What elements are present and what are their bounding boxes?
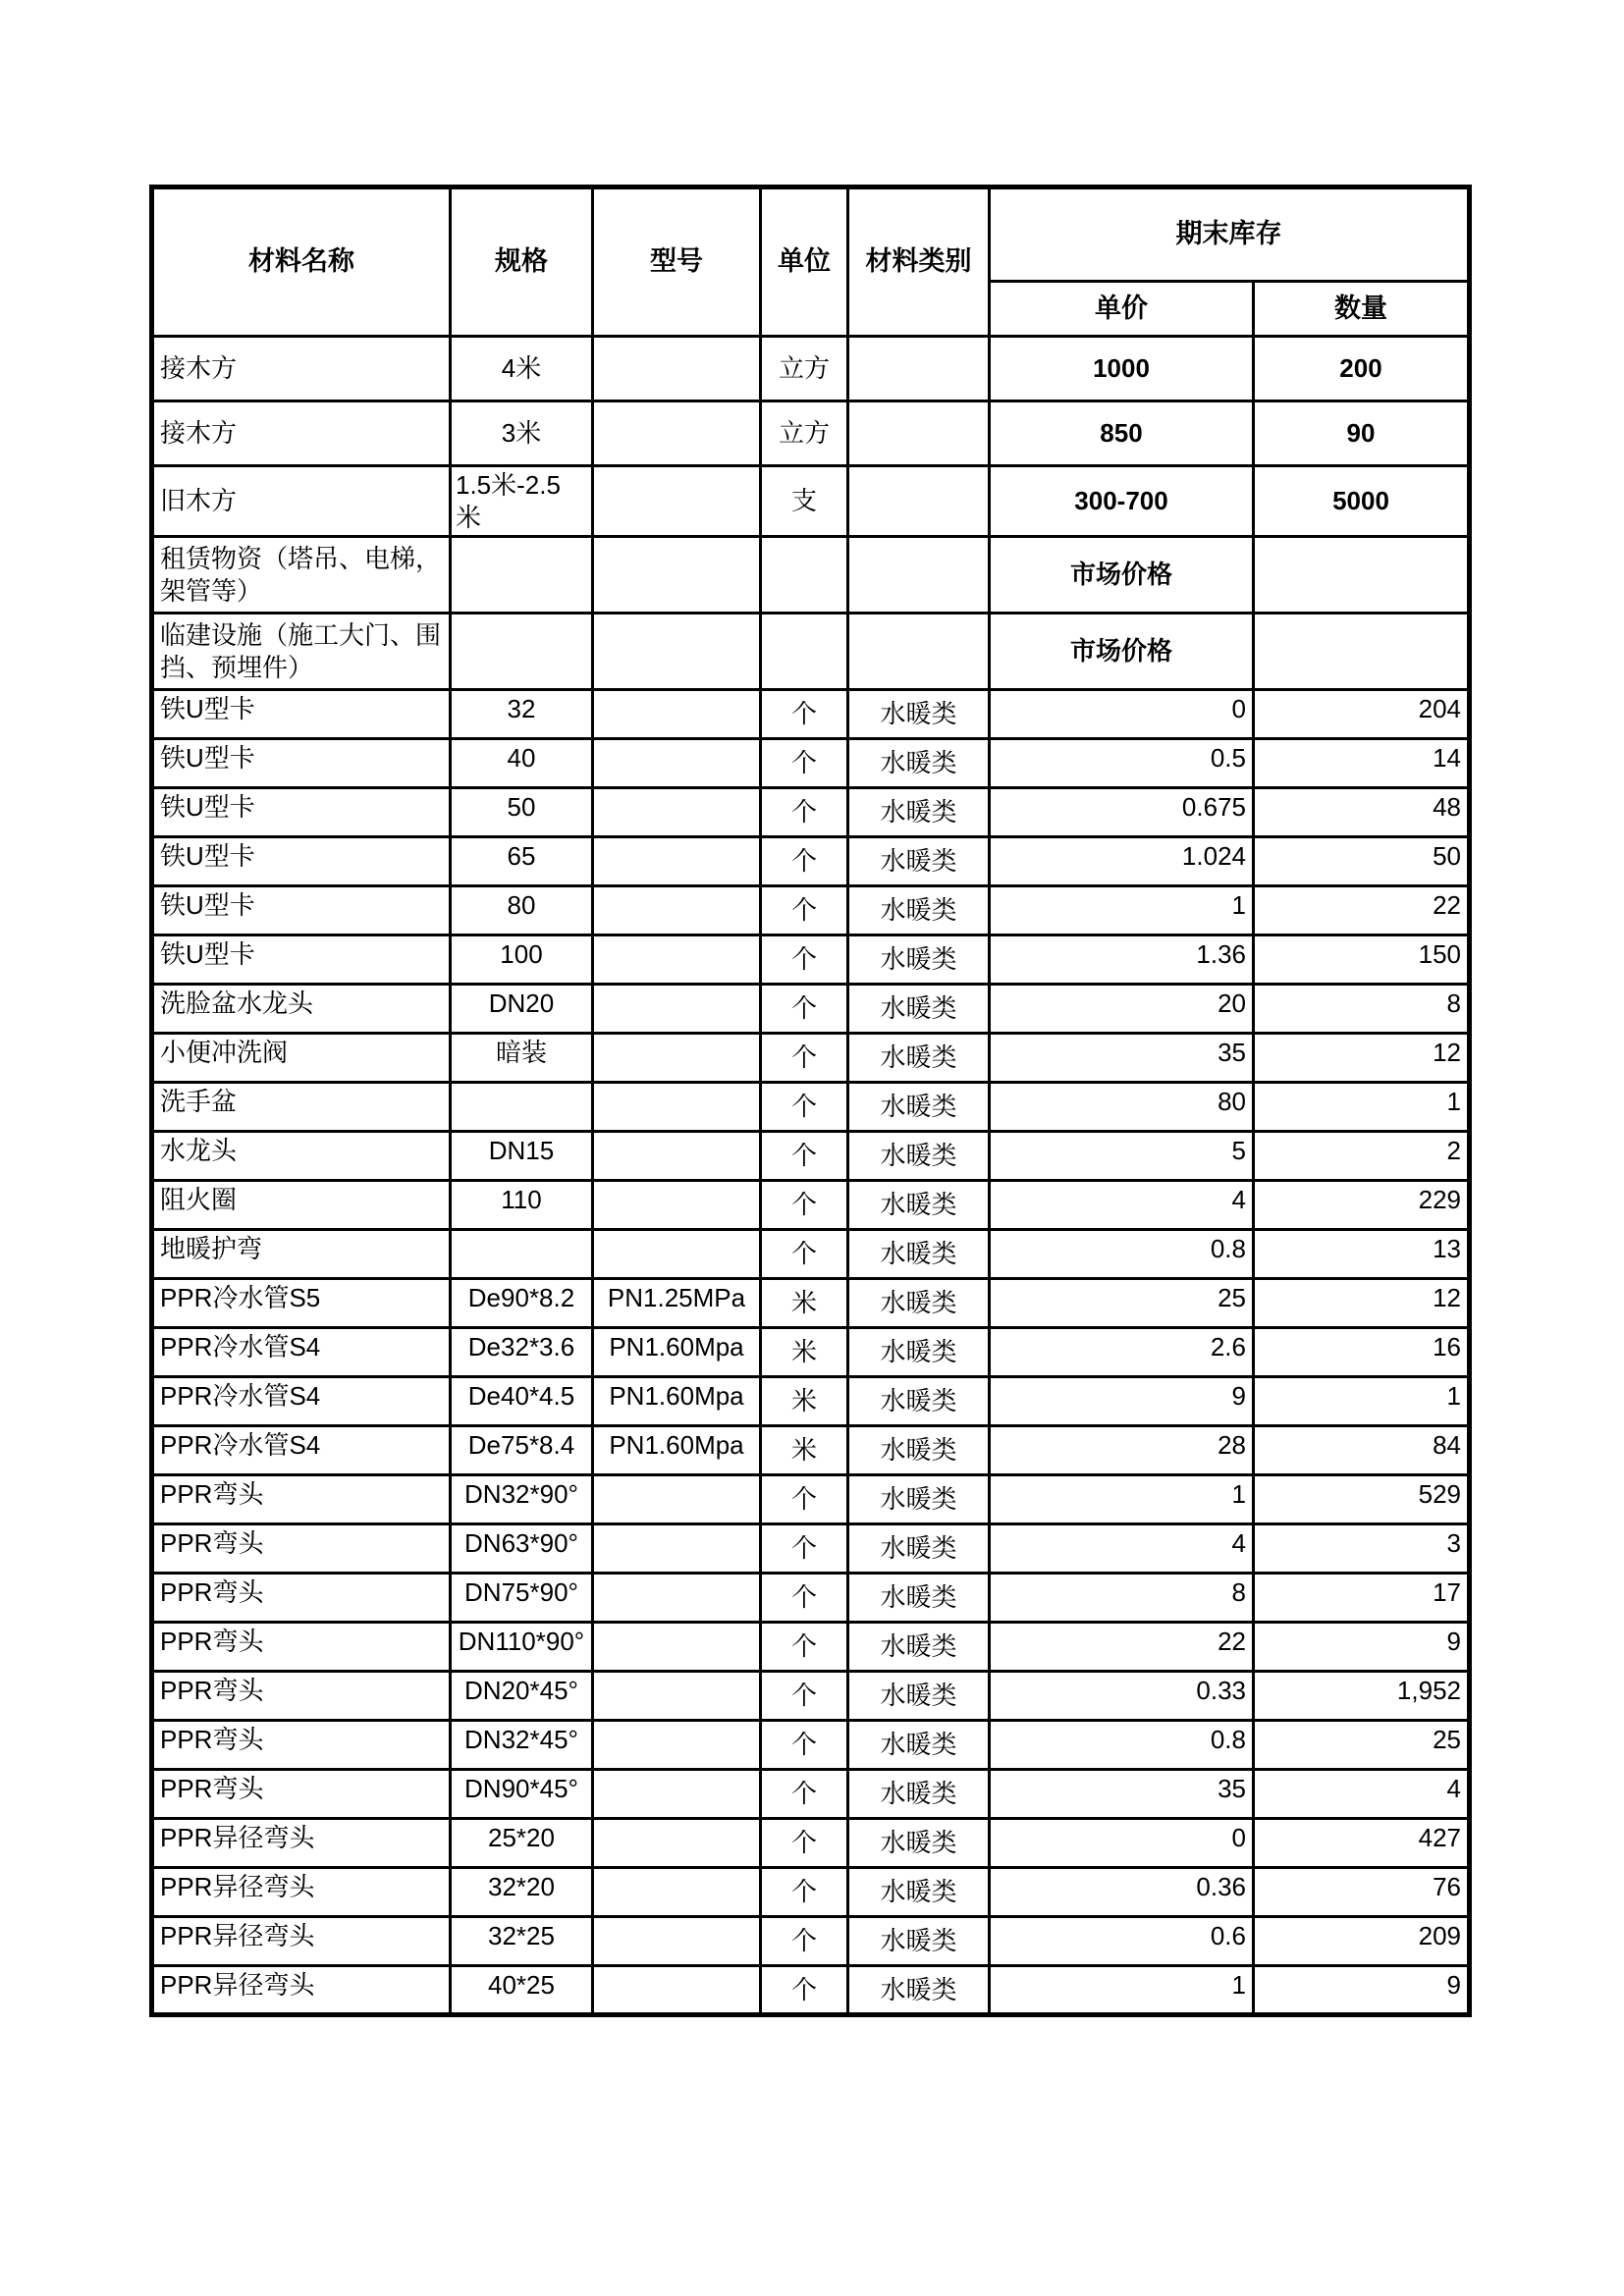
cell-category: 水暖类 <box>848 1279 990 1328</box>
cell-category: 水暖类 <box>848 1377 990 1426</box>
cell-category <box>848 466 990 537</box>
cell-model <box>593 1819 761 1868</box>
cell-unit: 个 <box>761 1230 848 1279</box>
cell-material-name: 小便冲洗阀 <box>152 1034 451 1083</box>
cell-spec: De40*4.5 <box>451 1377 593 1426</box>
table-row <box>152 1083 1470 1132</box>
cell-category: 水暖类 <box>848 1181 990 1230</box>
cell-spec: 65 <box>451 837 593 886</box>
cell-quantity: 50 <box>1254 837 1470 886</box>
table-row <box>152 1426 1470 1475</box>
cell-quantity: 9 <box>1254 1623 1470 1672</box>
table-row <box>152 1917 1470 1966</box>
cell-category: 水暖类 <box>848 837 990 886</box>
cell-spec: DN32*90° <box>451 1475 593 1524</box>
cell-unit: 个 <box>761 1966 848 2015</box>
cell-model <box>593 537 761 614</box>
cell-spec: DN90*45° <box>451 1770 593 1819</box>
cell-category <box>848 614 990 690</box>
cell-unit: 个 <box>761 690 848 739</box>
table-row <box>152 1475 1470 1524</box>
cell-quantity: 5000 <box>1254 466 1470 537</box>
cell-category <box>848 401 990 466</box>
cell-unit-price: 0.675 <box>990 788 1254 837</box>
cell-unit-price: 1 <box>990 1475 1254 1524</box>
cell-material-name: PPR冷水管S4 <box>152 1377 451 1426</box>
cell-spec <box>451 1230 593 1279</box>
cell-material-name: 铁U型卡 <box>152 935 451 985</box>
cell-category: 水暖类 <box>848 1672 990 1721</box>
cell-unit: 个 <box>761 1524 848 1574</box>
cell-unit-price: 8 <box>990 1574 1254 1623</box>
cell-material-name: 铁U型卡 <box>152 886 451 935</box>
cell-material-name: 阻火圈 <box>152 1181 451 1230</box>
cell-quantity: 1 <box>1254 1377 1470 1426</box>
cell-material-name: 接木方 <box>152 401 451 466</box>
table-row <box>152 935 1470 985</box>
cell-category: 水暖类 <box>848 1034 990 1083</box>
table-row <box>152 1034 1470 1083</box>
materials-inventory-table <box>149 185 1472 2017</box>
cell-model <box>593 1181 761 1230</box>
cell-quantity: 2 <box>1254 1132 1470 1181</box>
cell-unit: 立方 <box>761 337 848 401</box>
cell-model: PN1.60Mpa <box>593 1328 761 1377</box>
header-row-top <box>152 187 1470 282</box>
cell-spec: DN32*45° <box>451 1721 593 1770</box>
cell-unit-price: 4 <box>990 1524 1254 1574</box>
cell-unit: 个 <box>761 739 848 788</box>
cell-unit-price: 850 <box>990 401 1254 466</box>
header-spec: 规格 <box>451 187 593 337</box>
cell-category: 水暖类 <box>848 739 990 788</box>
cell-model <box>593 1132 761 1181</box>
cell-material-name: 水龙头 <box>152 1132 451 1181</box>
cell-material-name: 接木方 <box>152 337 451 401</box>
cell-unit-price: 35 <box>990 1034 1254 1083</box>
cell-model <box>593 401 761 466</box>
cell-material-name: 地暖护弯 <box>152 1230 451 1279</box>
cell-quantity: 1 <box>1254 1083 1470 1132</box>
cell-unit-price: 20 <box>990 985 1254 1034</box>
cell-unit: 个 <box>761 935 848 985</box>
cell-quantity: 8 <box>1254 985 1470 1034</box>
cell-material-name: PPR异径弯头 <box>152 1868 451 1917</box>
cell-model <box>593 466 761 537</box>
cell-quantity: 84 <box>1254 1426 1470 1475</box>
cell-material-name: 临建设施（施工大门、围挡、预埋件） <box>152 614 451 690</box>
cell-unit: 个 <box>761 1770 848 1819</box>
cell-model <box>593 1966 761 2015</box>
table-row <box>152 1377 1470 1426</box>
cell-unit-price: 300-700 <box>990 466 1254 537</box>
cell-spec: 32*20 <box>451 1868 593 1917</box>
cell-unit-price: 1 <box>990 886 1254 935</box>
cell-quantity: 209 <box>1254 1917 1470 1966</box>
cell-spec: 50 <box>451 788 593 837</box>
cell-unit: 个 <box>761 1917 848 1966</box>
cell-spec: 25*20 <box>451 1819 593 1868</box>
cell-category: 水暖类 <box>848 1475 990 1524</box>
cell-unit: 个 <box>761 1132 848 1181</box>
cell-model <box>593 1524 761 1574</box>
cell-model <box>593 1917 761 1966</box>
header-category: 材料类别 <box>848 187 990 337</box>
cell-category: 水暖类 <box>848 1819 990 1868</box>
cell-unit: 个 <box>761 1083 848 1132</box>
cell-category: 水暖类 <box>848 1328 990 1377</box>
cell-model <box>593 1574 761 1623</box>
cell-material-name: PPR异径弯头 <box>152 1966 451 2015</box>
table-row <box>152 1721 1470 1770</box>
cell-unit-price: 2.6 <box>990 1328 1254 1377</box>
cell-quantity <box>1254 614 1470 690</box>
cell-unit-price: 0.36 <box>990 1868 1254 1917</box>
cell-material-name: 旧木方 <box>152 466 451 537</box>
cell-spec: De90*8.2 <box>451 1279 593 1328</box>
cell-spec: 32 <box>451 690 593 739</box>
cell-model <box>593 337 761 401</box>
table-row <box>152 1574 1470 1623</box>
cell-material-name: 铁U型卡 <box>152 837 451 886</box>
cell-material-name: PPR冷水管S5 <box>152 1279 451 1328</box>
cell-model <box>593 935 761 985</box>
cell-unit-price: 5 <box>990 1132 1254 1181</box>
table-row <box>152 1672 1470 1721</box>
cell-model <box>593 886 761 935</box>
table-row <box>152 1770 1470 1819</box>
cell-spec: 40 <box>451 739 593 788</box>
cell-unit-price: 0.8 <box>990 1230 1254 1279</box>
table-row <box>152 337 1470 401</box>
cell-unit-price: 0 <box>990 690 1254 739</box>
table-row <box>152 1868 1470 1917</box>
cell-unit-price: 25 <box>990 1279 1254 1328</box>
cell-unit: 个 <box>761 1623 848 1672</box>
cell-material-name: PPR弯头 <box>152 1524 451 1574</box>
cell-category: 水暖类 <box>848 690 990 739</box>
cell-model <box>593 1034 761 1083</box>
cell-category: 水暖类 <box>848 1574 990 1623</box>
cell-material-name: PPR弯头 <box>152 1574 451 1623</box>
cell-unit: 个 <box>761 1574 848 1623</box>
cell-unit: 个 <box>761 837 848 886</box>
cell-model <box>593 1770 761 1819</box>
table-row <box>152 1181 1470 1230</box>
header-ending-inventory: 期末库存 <box>990 187 1470 282</box>
cell-model <box>593 1623 761 1672</box>
cell-material-name: 铁U型卡 <box>152 739 451 788</box>
cell-material-name: 铁U型卡 <box>152 788 451 837</box>
table-row <box>152 401 1470 466</box>
cell-quantity: 204 <box>1254 690 1470 739</box>
cell-quantity: 1,952 <box>1254 1672 1470 1721</box>
cell-category: 水暖类 <box>848 1524 990 1574</box>
cell-category: 水暖类 <box>848 935 990 985</box>
table-row <box>152 788 1470 837</box>
cell-unit-price: 市场价格 <box>990 537 1254 614</box>
table-row <box>152 837 1470 886</box>
cell-material-name: PPR弯头 <box>152 1475 451 1524</box>
cell-unit: 个 <box>761 1181 848 1230</box>
cell-model <box>593 1083 761 1132</box>
cell-unit: 个 <box>761 1868 848 1917</box>
header-quantity: 数量 <box>1254 282 1470 337</box>
cell-category: 水暖类 <box>848 1083 990 1132</box>
cell-unit-price: 0.8 <box>990 1721 1254 1770</box>
cell-model: PN1.60Mpa <box>593 1377 761 1426</box>
cell-model <box>593 1868 761 1917</box>
cell-unit <box>761 614 848 690</box>
cell-unit-price: 22 <box>990 1623 1254 1672</box>
cell-model <box>593 690 761 739</box>
cell-spec: DN75*90° <box>451 1574 593 1623</box>
cell-quantity: 150 <box>1254 935 1470 985</box>
cell-spec: DN20 <box>451 985 593 1034</box>
cell-unit-price: 市场价格 <box>990 614 1254 690</box>
cell-category: 水暖类 <box>848 1623 990 1672</box>
cell-material-name: PPR冷水管S4 <box>152 1426 451 1475</box>
cell-quantity: 13 <box>1254 1230 1470 1279</box>
cell-model: PN1.60Mpa <box>593 1426 761 1475</box>
cell-unit: 个 <box>761 788 848 837</box>
table-row <box>152 537 1470 614</box>
cell-quantity: 76 <box>1254 1868 1470 1917</box>
table-row <box>152 985 1470 1034</box>
cell-quantity: 3 <box>1254 1524 1470 1574</box>
cell-unit-price: 0.5 <box>990 739 1254 788</box>
cell-category: 水暖类 <box>848 886 990 935</box>
cell-category: 水暖类 <box>848 1770 990 1819</box>
cell-material-name: PPR异径弯头 <box>152 1819 451 1868</box>
table-row <box>152 1623 1470 1672</box>
cell-category <box>848 337 990 401</box>
cell-spec: 32*25 <box>451 1917 593 1966</box>
cell-model <box>593 985 761 1034</box>
cell-category: 水暖类 <box>848 1230 990 1279</box>
cell-spec <box>451 1083 593 1132</box>
cell-spec: DN110*90° <box>451 1623 593 1672</box>
cell-quantity: 90 <box>1254 401 1470 466</box>
cell-quantity: 22 <box>1254 886 1470 935</box>
cell-quantity: 12 <box>1254 1034 1470 1083</box>
cell-spec: De32*3.6 <box>451 1328 593 1377</box>
cell-category: 水暖类 <box>848 1917 990 1966</box>
cell-material-name: 洗手盆 <box>152 1083 451 1132</box>
cell-model <box>593 1475 761 1524</box>
cell-model <box>593 739 761 788</box>
cell-model: PN1.25MPa <box>593 1279 761 1328</box>
cell-quantity: 25 <box>1254 1721 1470 1770</box>
cell-category: 水暖类 <box>848 788 990 837</box>
cell-category: 水暖类 <box>848 1721 990 1770</box>
cell-category: 水暖类 <box>848 1966 990 2015</box>
cell-unit-price: 80 <box>990 1083 1254 1132</box>
cell-unit: 个 <box>761 985 848 1034</box>
header-unit-price: 单价 <box>990 282 1254 337</box>
cell-unit-price: 9 <box>990 1377 1254 1426</box>
cell-material-name: PPR弯头 <box>152 1672 451 1721</box>
cell-quantity: 48 <box>1254 788 1470 837</box>
cell-quantity: 529 <box>1254 1475 1470 1524</box>
cell-quantity: 4 <box>1254 1770 1470 1819</box>
cell-unit: 米 <box>761 1426 848 1475</box>
cell-unit-price: 4 <box>990 1181 1254 1230</box>
cell-spec: 100 <box>451 935 593 985</box>
cell-unit <box>761 537 848 614</box>
table-row <box>152 1966 1470 2015</box>
cell-quantity: 9 <box>1254 1966 1470 2015</box>
cell-material-name: 租赁物资（塔吊、电梯，架管等） <box>152 537 451 614</box>
cell-quantity: 229 <box>1254 1181 1470 1230</box>
cell-unit: 米 <box>761 1377 848 1426</box>
cell-quantity: 14 <box>1254 739 1470 788</box>
cell-spec <box>451 537 593 614</box>
cell-model <box>593 1721 761 1770</box>
cell-model <box>593 837 761 886</box>
cell-unit: 个 <box>761 886 848 935</box>
cell-spec: 110 <box>451 1181 593 1230</box>
cell-spec: 4米 <box>451 337 593 401</box>
cell-unit: 个 <box>761 1034 848 1083</box>
cell-model <box>593 1230 761 1279</box>
cell-unit-price: 0 <box>990 1819 1254 1868</box>
cell-category <box>848 537 990 614</box>
cell-material-name: PPR弯头 <box>152 1623 451 1672</box>
cell-quantity: 427 <box>1254 1819 1470 1868</box>
cell-material-name: PPR冷水管S4 <box>152 1328 451 1377</box>
cell-category: 水暖类 <box>848 1426 990 1475</box>
cell-spec: 3米 <box>451 401 593 466</box>
cell-unit: 支 <box>761 466 848 537</box>
table-header <box>152 187 1470 337</box>
cell-unit-price: 1 <box>990 1966 1254 2015</box>
cell-unit-price: 28 <box>990 1426 1254 1475</box>
cell-model <box>593 788 761 837</box>
header-unit: 单位 <box>761 187 848 337</box>
cell-unit: 个 <box>761 1721 848 1770</box>
cell-unit: 个 <box>761 1819 848 1868</box>
table-row <box>152 1279 1470 1328</box>
table-body <box>152 337 1470 2015</box>
cell-model <box>593 614 761 690</box>
table-row <box>152 614 1470 690</box>
cell-spec: DN20*45° <box>451 1672 593 1721</box>
cell-category: 水暖类 <box>848 985 990 1034</box>
cell-category: 水暖类 <box>848 1868 990 1917</box>
cell-material-name: 铁U型卡 <box>152 690 451 739</box>
cell-spec: DN63*90° <box>451 1524 593 1574</box>
cell-unit: 个 <box>761 1475 848 1524</box>
table-row <box>152 1524 1470 1574</box>
cell-spec <box>451 614 593 690</box>
cell-quantity: 16 <box>1254 1328 1470 1377</box>
cell-model <box>593 1672 761 1721</box>
table-row <box>152 1819 1470 1868</box>
cell-spec: 80 <box>451 886 593 935</box>
cell-quantity: 200 <box>1254 337 1470 401</box>
cell-unit-price: 1.36 <box>990 935 1254 985</box>
cell-material-name: PPR弯头 <box>152 1770 451 1819</box>
header-model: 型号 <box>593 187 761 337</box>
cell-unit: 米 <box>761 1328 848 1377</box>
cell-material-name: PPR弯头 <box>152 1721 451 1770</box>
cell-spec: DN15 <box>451 1132 593 1181</box>
table-row <box>152 739 1470 788</box>
cell-quantity <box>1254 537 1470 614</box>
table-row <box>152 1230 1470 1279</box>
cell-unit: 个 <box>761 1672 848 1721</box>
table-row <box>152 690 1470 739</box>
cell-spec: 1.5米-2.5米 <box>451 466 593 537</box>
cell-spec: 40*25 <box>451 1966 593 2015</box>
table-row <box>152 1328 1470 1377</box>
cell-spec: De75*8.4 <box>451 1426 593 1475</box>
table-row <box>152 466 1470 537</box>
cell-quantity: 12 <box>1254 1279 1470 1328</box>
cell-unit: 立方 <box>761 401 848 466</box>
table-row <box>152 1132 1470 1181</box>
cell-material-name: PPR异径弯头 <box>152 1917 451 1966</box>
cell-unit-price: 1000 <box>990 337 1254 401</box>
cell-unit-price: 1.024 <box>990 837 1254 886</box>
cell-unit-price: 0.6 <box>990 1917 1254 1966</box>
cell-unit-price: 35 <box>990 1770 1254 1819</box>
cell-unit-price: 0.33 <box>990 1672 1254 1721</box>
cell-spec: 暗装 <box>451 1034 593 1083</box>
cell-category: 水暖类 <box>848 1132 990 1181</box>
cell-material-name: 洗脸盆水龙头 <box>152 985 451 1034</box>
table-row <box>152 886 1470 935</box>
cell-quantity: 17 <box>1254 1574 1470 1623</box>
header-material: 材料名称 <box>152 187 451 337</box>
cell-unit: 米 <box>761 1279 848 1328</box>
